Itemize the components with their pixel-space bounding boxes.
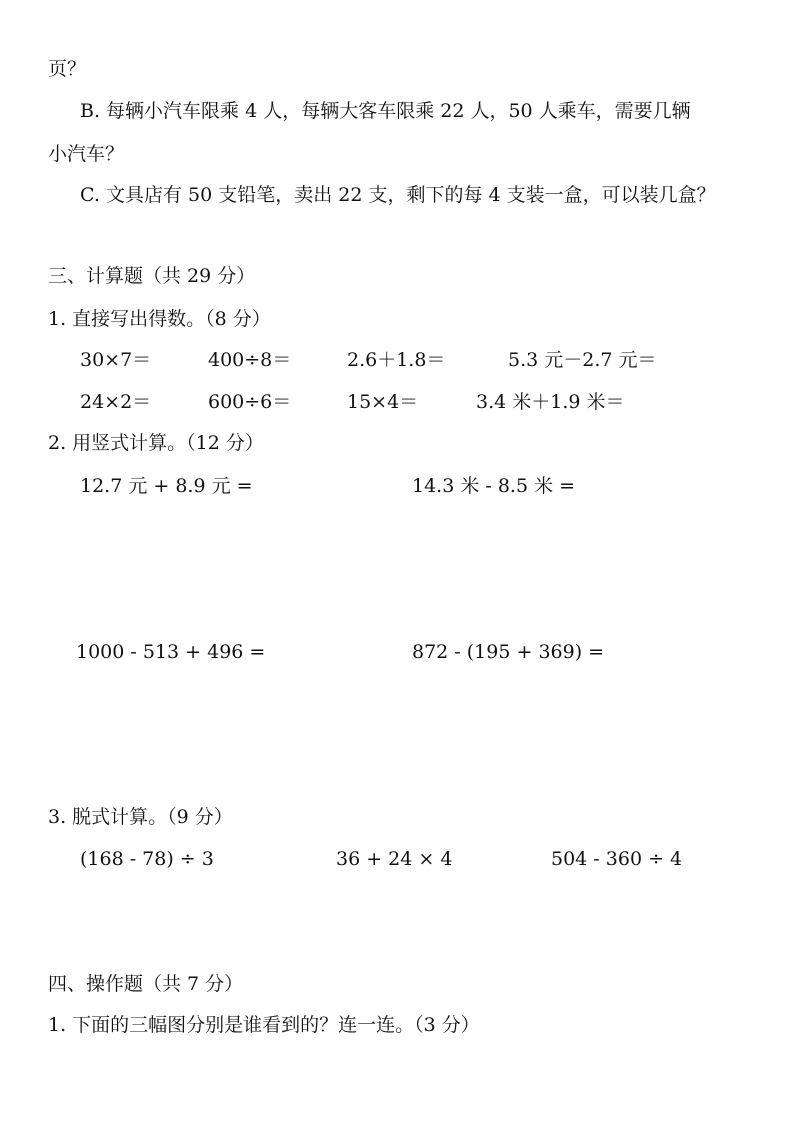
- step-calc-item: (168 - 78) ÷ 3: [80, 848, 214, 870]
- step-calc-item: 504 - 360 ÷ 4: [551, 848, 683, 870]
- option-c-line: C. 文具店有 50 支铅笔，卖出 22 支，剩下的每 4 支装一盒，可以装几盒？: [80, 184, 716, 206]
- oral-calc-item: 2.6＋1.8＝: [347, 349, 446, 371]
- section-4-title: 四、操作题（共 7 分）: [48, 973, 244, 995]
- vertical-calc-item: 12.7 元 + 8.9 元 =: [80, 475, 253, 497]
- q2-title: 2. 用竖式计算。（12 分）: [48, 432, 264, 454]
- vertical-calc-item: 872 - (195 + 369) =: [412, 641, 605, 663]
- q1-title: 1. 直接写出得数。（8 分）: [48, 308, 271, 330]
- question-continuation: 页？: [48, 58, 87, 80]
- option-b-line-1: B. 每辆小汽车限乘 4 人，每辆大客车限乘 22 人，50 人乘车，需要几辆: [80, 100, 691, 122]
- oral-calc-item: 5.3 元－2.7 元＝: [508, 349, 657, 371]
- oral-calc-item: 3.4 米＋1.9 米＝: [476, 391, 625, 413]
- oral-calc-item: 24×2＝: [80, 391, 152, 413]
- step-calc-item: 36 + 24 × 4: [336, 848, 453, 870]
- oral-calc-item: 15×4＝: [347, 391, 419, 413]
- oral-calc-item: 30×7＝: [80, 349, 152, 371]
- oral-calc-item: 400÷8＝: [208, 349, 292, 371]
- oral-calc-item: 600÷6＝: [208, 391, 292, 413]
- q3-title: 3. 脱式计算。（9 分）: [48, 806, 233, 828]
- section-4-q1-title: 1. 下面的三幅图分别是谁看到的？连一连。（3 分）: [48, 1014, 480, 1036]
- vertical-calc-item: 14.3 米 - 8.5 米 =: [412, 475, 576, 497]
- section-3-title: 三、计算题（共 29 分）: [48, 265, 256, 287]
- option-b-line-2: 小汽车？: [48, 143, 125, 165]
- vertical-calc-item: 1000 - 513 + 496 =: [76, 641, 266, 663]
